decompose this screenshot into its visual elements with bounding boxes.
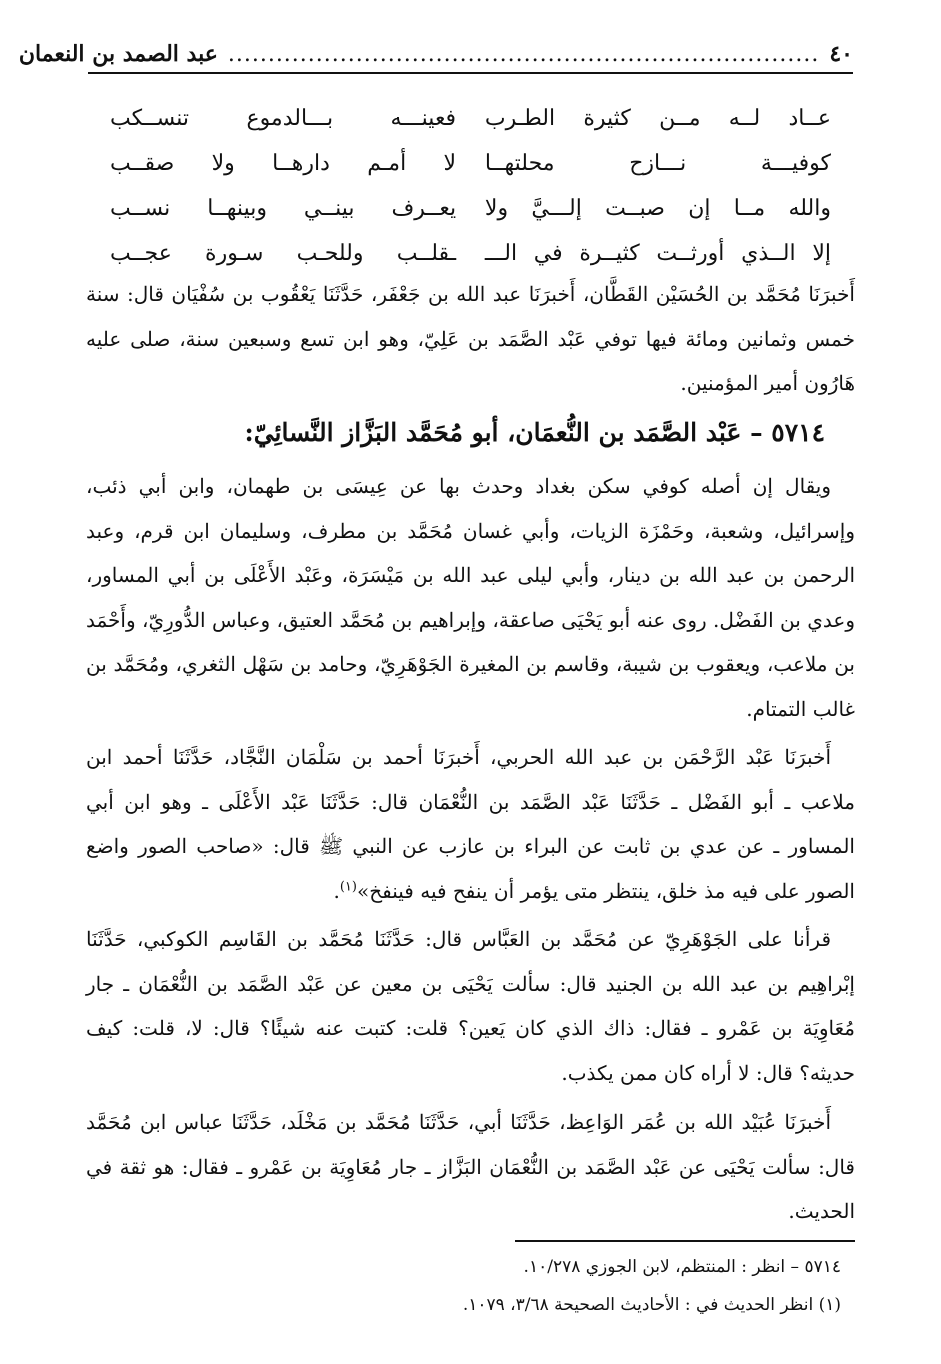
- footnote: ٥٧١٤ – انظر : المنتظم، لابن الجوزي ١٠/٢٧٨.: [523, 1257, 841, 1277]
- paragraph-thiqa: أَخبرَنَا عُبَيْد الله بن عُمَر الوَاعِظ، حَدَّثَنَا أبي، حَدَّثَنَا مُحَمَّد بن مَخْلَد، حَدَّثَنَا عباس ابن مُحَمَّد قال: سألت يَحْيَى عن عَبْد الصَّمَد بن النُّعْمَان البَزَّاز ـ جار مُعَاوِيَة بن عَمْرو ـ فقال: هو ثقة في الحديث.: [86, 1110, 855, 1224]
- poem-verse: [110, 231, 831, 276]
- header-rule: [88, 72, 853, 74]
- verse-second-hemistich: فعينـــه بـــالدموع تنســكب: [110, 106, 457, 131]
- paragraph-ibn-maeen: قرأنا على الجَوْهَرِيّ عن مُحَمَّد بن العَبَّاس قال: حَدَّثَنَا مُحَمَّد بن القَاسِم الكوكبي، حَدَّثَنَا إبْراهِيم بن عبد الله بن الجنيد قال: سألت يَحْيَى بن معين عن عَبْد الصَّمَد بن النُّعْمَان ـ جار مُعَاوِيَة بن عَمْرو ـ فقال: ذاك الذي كان يَعين؟ قلت: كتبت عنه شيئًا؟ قال: لا، قلت: كيف حديثه؟ قال: لا أراه كان ممن يكذب.: [86, 927, 855, 1085]
- footnote-marker: (١): [339, 879, 357, 895]
- poem-verse: [110, 96, 831, 141]
- verse-first-hemistich: والله مــا إن صبــت إلـــيَّ ولا: [484, 196, 831, 221]
- verse-second-hemistich: يعــرف بينــي وبينهــا نســب: [110, 196, 457, 221]
- page-number: ٤٠: [829, 41, 853, 67]
- running-header: [18, 36, 853, 72]
- verse-first-hemistich: إلا الــذي أورثــت كثيــرة في الـــ: [484, 241, 831, 266]
- hadith-end: .: [333, 878, 340, 903]
- footnote: (١) انظر الحديث في : الأحاديث الصحيحة ٣/٦٨، ١٠٧٩.: [462, 1295, 841, 1315]
- paragraph-biography: ويقال إن أصله كوفي سكن بغداد وحدث بها عن عِيسَى بن طهمان، وابن أبي ذئب، وإسرائيل، وشعبة، وحَمْزَة الزيات، وأبي غسان مُحَمَّد بن مطرف، وسليمان ابن قرم، وعبد الرحمن بن عبد الله بن دينار، وأبي ليلى عبد الله بن مَيْسَرَة، وعَبْد الأَعْلَى بن أبي المساور، وعدي بن الفَضْل. روى عنه أبو يَحْيَى صاعقة، وإبراهيم بن مُحَمَّد العتيق، وعباس الدُّورِيّ، وأَحْمَد بن ملاعب، ويعقوب بن شيبة، وقاسم بن المغيرة الجَوْهَرِيّ، وحامد بن سَهْل الثغري، ومُحَمَّد بن غالب التمتام.: [86, 474, 855, 721]
- paragraph-death-report: أَخبرَنَا مُحَمَّد بن الحُسَيْن القَطَّان، أَخبرَنَا عبد الله بن جَعْفَر، حَدَّثَنَا يَعْقُوب بن سُفْيَان قال: سنة خمس وثمانين ومائة فيها توفي عَبْد الصَّمَد بن عَلِيّ، وهو ابن تسع وسبعين سنة، صلى عليه هَارُون أمير المؤمنين.: [86, 282, 855, 396]
- paragraph-hadith: [86, 735, 855, 913]
- footnotes: [86, 1248, 841, 1324]
- entry-heading: ٥٧١٤ – عَبْد الصَّمَد بن النُّعمَان، أبو مُحَمَّد البَزَّاز النَّسائِيّ:: [244, 418, 825, 447]
- verse-first-hemistich: كوفيـــة نـــازح محلتهــا: [484, 151, 831, 176]
- verse-first-hemistich: عــاد لــه مــن كثيرة الطـرب: [484, 106, 831, 131]
- poem-verse: [110, 186, 831, 231]
- poem: [110, 96, 831, 276]
- header-dot-leader: ..........................................................................: [227, 41, 820, 67]
- footnote-rule: [515, 1240, 855, 1242]
- header-title: عبد الصمد بن النعمان: [18, 41, 218, 67]
- verse-second-hemistich: ـقلــب وللحـب سـورة عجــب: [110, 241, 457, 266]
- poem-verse: [110, 141, 831, 186]
- hadith-text: أَخبرَنَا عَبْد الرَّحْمَن بن عبد الله الحربي، أَخبرَنَا أحمد بن سَلْمَان النَّجَّاد، حَدَّثَنَا أحمد ابن ملاعب ـ أبو الفَضْل ـ حَدَّثَنَا عَبْد الصَّمَد بن النُّعْمَان قال: حَدَّثَنَا عَبْد الأَعْلَى ـ وهو ابن أبي المساور ـ عن عدي بن ثابت عن البراء بن عازب عن النبي ﷺ قال: «صاحب الصور واضع الصور على فيه مذ خلق، ينتظر متى يؤمر أن ينفح فيه فينفخ»: [86, 745, 855, 903]
- verse-second-hemistich: لا أمـم دارهــا ولا صقــب: [110, 151, 457, 176]
